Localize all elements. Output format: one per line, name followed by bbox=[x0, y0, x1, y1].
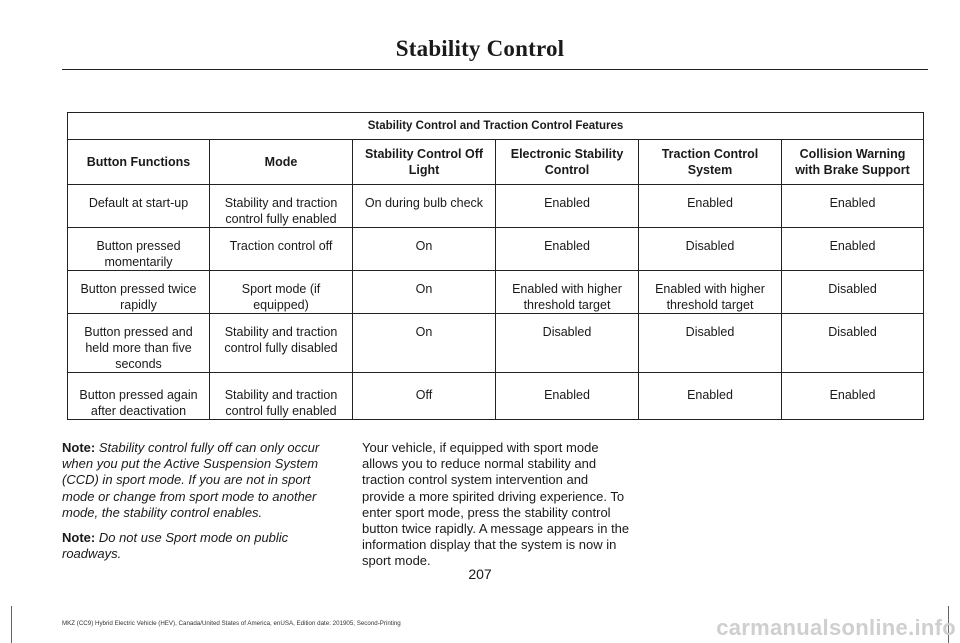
table-cell: Sport mode (if equipped) bbox=[210, 271, 353, 314]
table-cell: Disabled bbox=[639, 314, 782, 373]
table-cell: Enabled bbox=[782, 373, 924, 420]
table-header-row bbox=[68, 140, 924, 185]
table-cell: Enabled with higher threshold target bbox=[639, 271, 782, 314]
table-cell: On bbox=[353, 314, 496, 373]
note-label: Note: bbox=[62, 440, 96, 455]
table-cell: Stability and traction control fully disabled bbox=[210, 314, 353, 373]
notes-column bbox=[62, 440, 342, 571]
table-cell: Enabled bbox=[782, 185, 924, 228]
table-cell: Button pressed momentarily bbox=[68, 228, 210, 271]
column-header: Electronic Stability Control bbox=[496, 140, 639, 185]
sport-mode-paragraph: Your vehicle, if equipped with sport mode allows you to reduce normal stability and traction control system intervention and provide a more spirited driving experience. To enter sport mode, press the stability control button twice rapidly. A message appears in the information display that the system is now in sport mode. bbox=[362, 440, 630, 569]
table-cell: Enabled bbox=[639, 373, 782, 420]
table-cell: Default at start-up bbox=[68, 185, 210, 228]
column-header: Traction Control System bbox=[639, 140, 782, 185]
note-paragraph bbox=[62, 440, 342, 521]
table-row bbox=[68, 373, 924, 420]
table-cell: On during bulb check bbox=[353, 185, 496, 228]
title-rule bbox=[62, 69, 928, 70]
note-text: Stability control fully off can only occur when you put the Active Suspension System (CCD) in sport mode. If you are not in sport mode or change from sport mode to another mode, the stability control enables. bbox=[62, 440, 320, 520]
table-cell: Stability and traction control fully enabled bbox=[210, 185, 353, 228]
table-cell: Button pressed again after deactivation bbox=[68, 373, 210, 420]
footer-text: MKZ (CC9) Hybrid Electric Vehicle (HEV), Canada/United States of America, enUSA, Edition date: 201905, Second-Printing bbox=[62, 620, 401, 627]
table-cell: Disabled bbox=[496, 314, 639, 373]
table-caption: Stability Control and Traction Control Features bbox=[68, 113, 924, 140]
table-cell: Button pressed twice rapidly bbox=[68, 271, 210, 314]
table-row bbox=[68, 228, 924, 271]
table-cell: Enabled bbox=[496, 228, 639, 271]
note-paragraph bbox=[62, 530, 342, 562]
table-cell: Enabled bbox=[496, 373, 639, 420]
table-cell: Disabled bbox=[782, 314, 924, 373]
note-text: Do not use Sport mode on public roadways. bbox=[62, 530, 289, 562]
table-caption-row bbox=[68, 113, 924, 140]
column-header: Button Functions bbox=[68, 140, 210, 185]
table-row bbox=[68, 271, 924, 314]
table-cell: Disabled bbox=[782, 271, 924, 314]
page-title: Stability Control bbox=[395, 36, 565, 61]
table-cell: Disabled bbox=[639, 228, 782, 271]
table-cell: Enabled bbox=[496, 185, 639, 228]
table-cell: Button pressed and held more than five seconds bbox=[68, 314, 210, 373]
table-row bbox=[68, 314, 924, 373]
note-label: Note: bbox=[62, 530, 96, 546]
table-cell: Off bbox=[353, 373, 496, 420]
table-row bbox=[68, 185, 924, 228]
column-header: Mode bbox=[210, 140, 353, 185]
table-cell: Enabled bbox=[639, 185, 782, 228]
column-header: Collision Warning with Brake Support bbox=[782, 140, 924, 185]
table-cell: Enabled with higher threshold target bbox=[496, 271, 639, 314]
watermark: carmanualsonline.info bbox=[716, 615, 956, 640]
table-cell: Enabled bbox=[782, 228, 924, 271]
table-cell: On bbox=[353, 271, 496, 314]
page-number: 207 bbox=[468, 566, 492, 582]
column-header: Stability Control Off Light bbox=[353, 140, 496, 185]
table-cell: Stability and traction control fully enabled bbox=[210, 373, 353, 420]
table-cell: On bbox=[353, 228, 496, 271]
crop-mark-left bbox=[11, 606, 12, 643]
table-cell: Traction control off bbox=[210, 228, 353, 271]
features-table bbox=[67, 112, 924, 420]
